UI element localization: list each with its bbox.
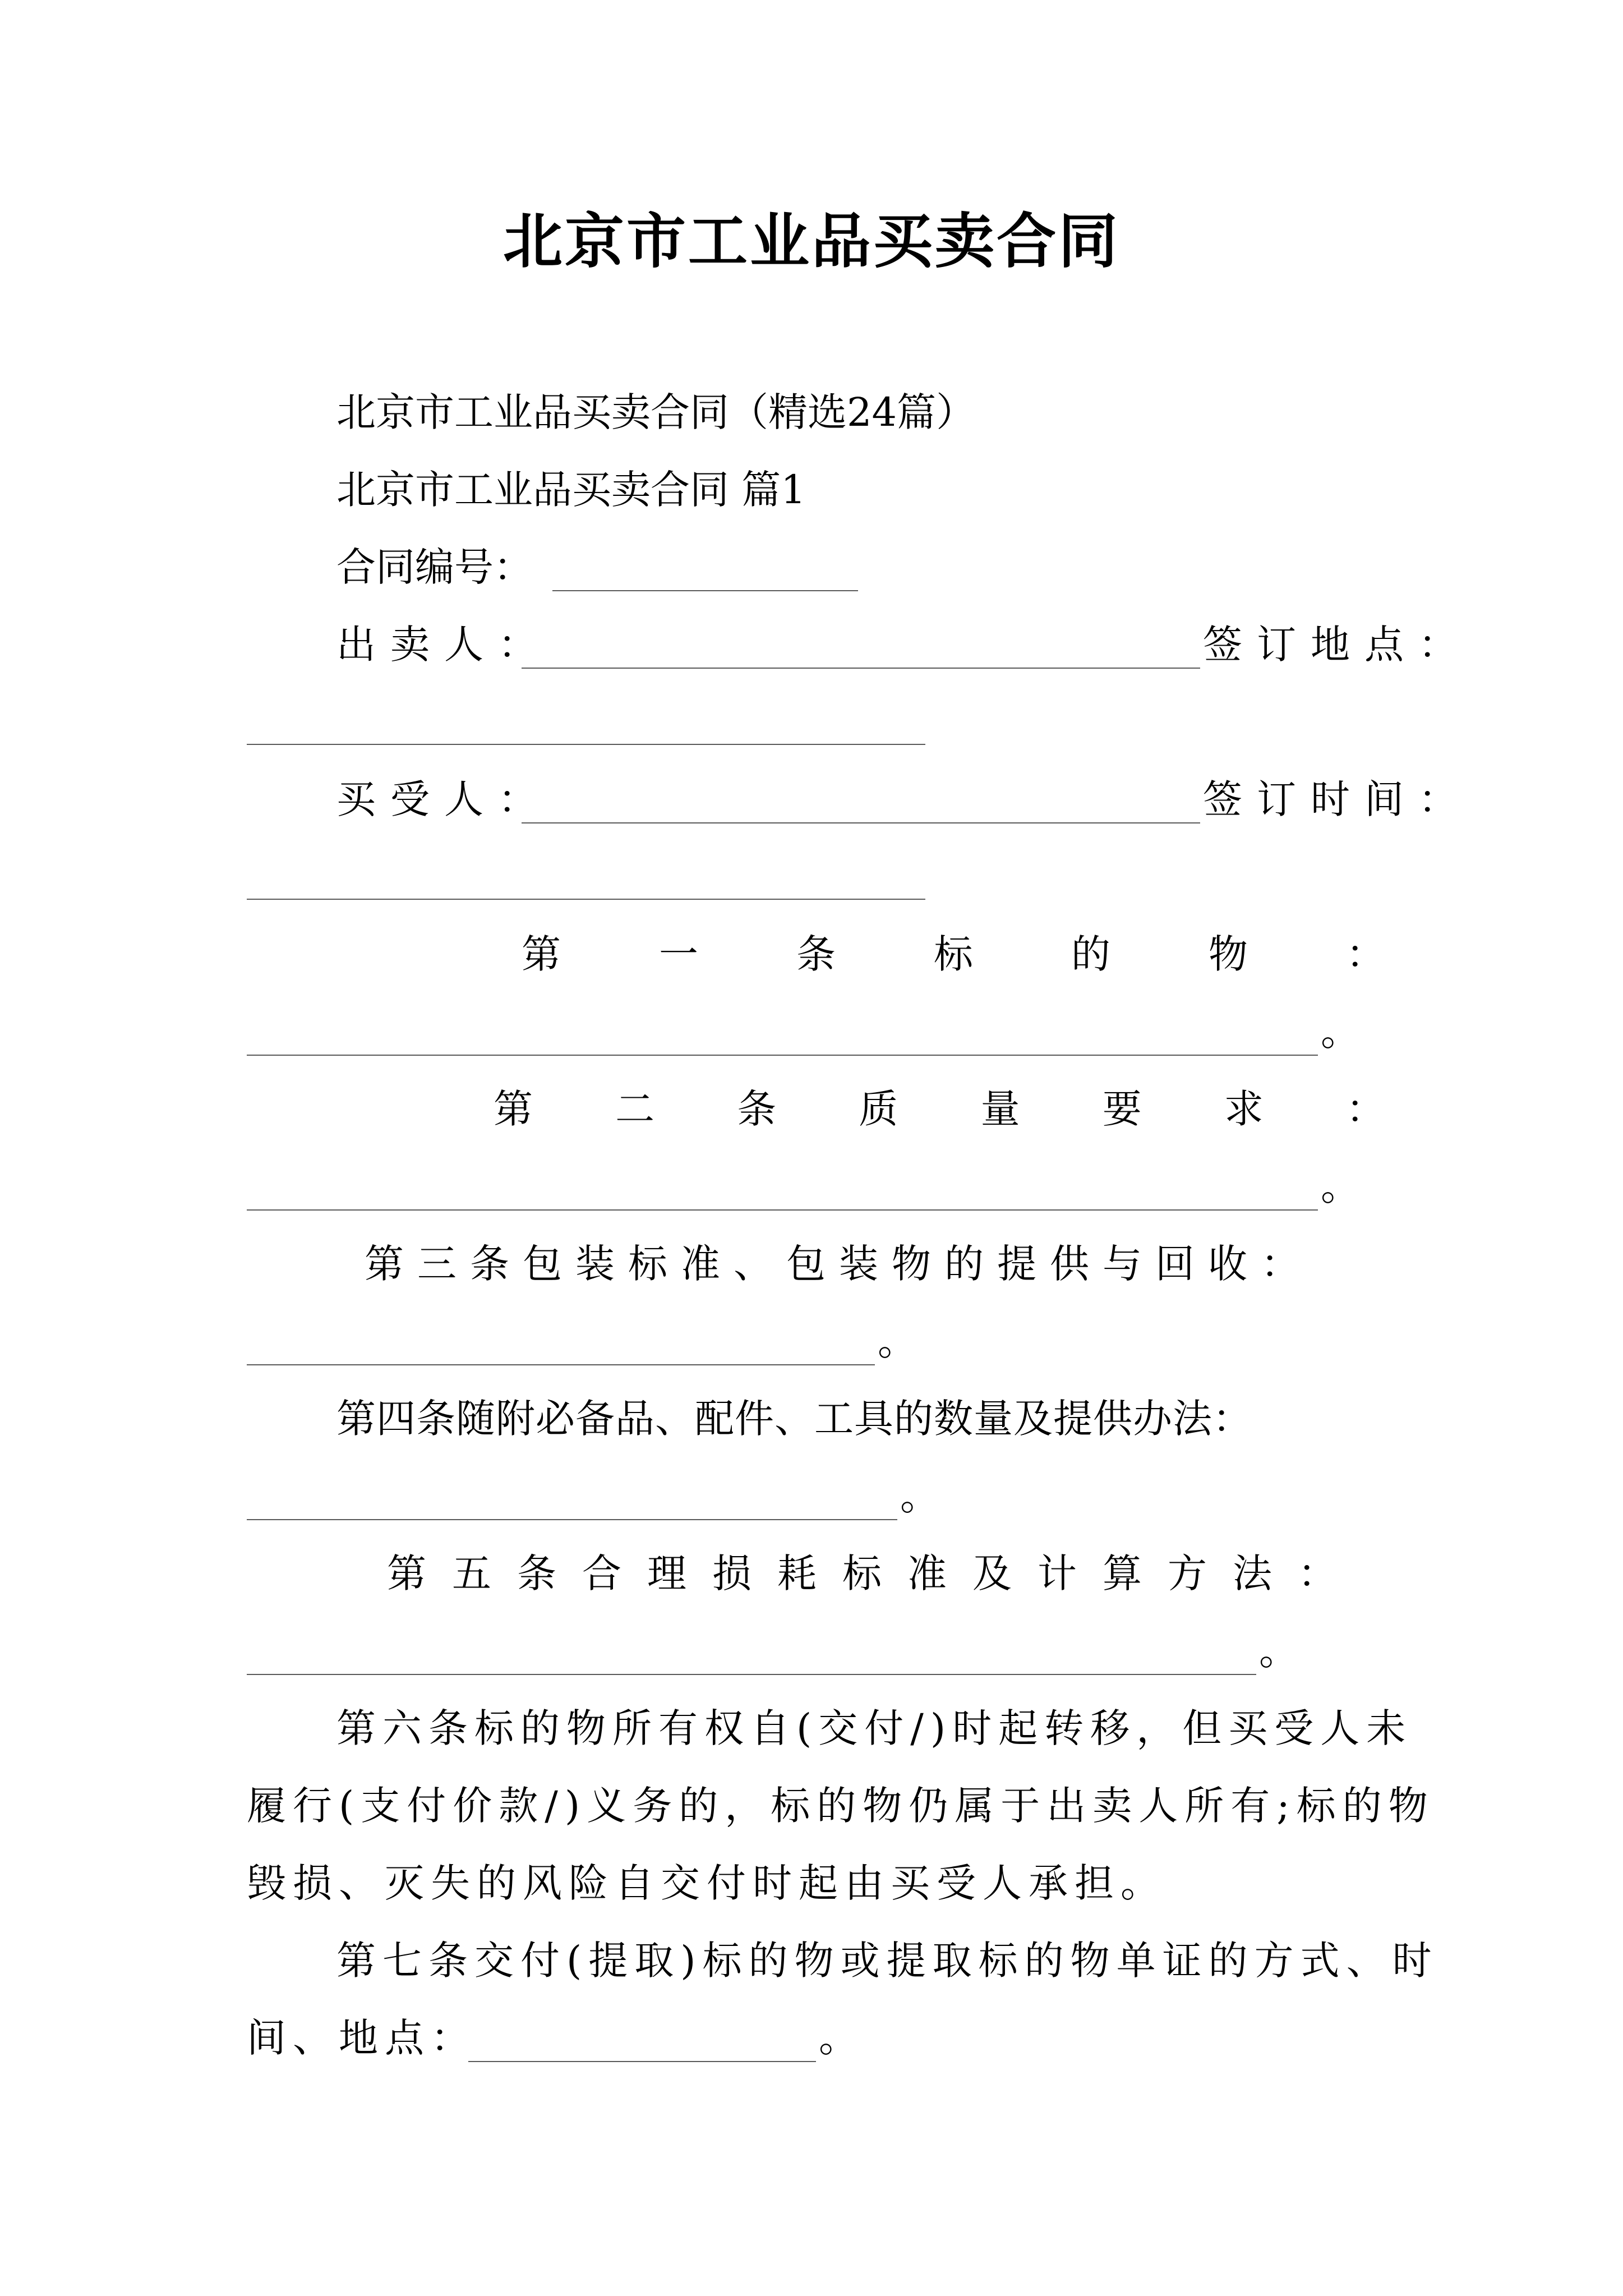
document-title: 北京市工业品买卖合同 xyxy=(503,206,1120,276)
article-2-char: 求 xyxy=(1224,1086,1264,1132)
buyer-label: 买受人： xyxy=(336,776,552,822)
article-1-char: 标 xyxy=(934,931,973,977)
article-5-heading: 第五条合理损耗标准及计算方法： xyxy=(387,1550,1363,1596)
article-1-char: 条 xyxy=(796,931,836,977)
article-3-period: 。 xyxy=(878,1318,917,1364)
article-2-char: 二 xyxy=(615,1086,655,1132)
article-5-blank[interactable] xyxy=(247,1674,1256,1675)
article-4-blank[interactable] xyxy=(247,1519,897,1520)
article-2-heading xyxy=(494,1084,1385,1134)
article-2-char: ： xyxy=(1345,1086,1385,1132)
article-1-char: 的 xyxy=(1071,931,1110,977)
article-5-period: 。 xyxy=(1259,1628,1298,1674)
article-1-char: 一 xyxy=(659,931,698,977)
article-4-period: 。 xyxy=(900,1473,939,1519)
article-2-char: 第 xyxy=(494,1086,533,1132)
buyer-blank[interactable] xyxy=(522,822,1200,823)
article-1-blank[interactable] xyxy=(247,1055,1318,1056)
section-heading: 北京市工业品买卖合同 篇1 xyxy=(336,467,806,513)
article-1-char: 物 xyxy=(1209,931,1248,977)
sign-place-label: 签订地点： xyxy=(1203,622,1472,668)
sign-time-label: 签订时间： xyxy=(1203,776,1472,822)
seller-blank[interactable] xyxy=(522,668,1200,669)
article-2-char: 量 xyxy=(980,1086,1020,1132)
contract-number-label: 合同编号： xyxy=(336,544,533,590)
sign-place-blank[interactable] xyxy=(247,744,925,745)
article-1-heading xyxy=(522,929,1385,979)
article-7-line-2: 间、地点： xyxy=(247,2015,477,2061)
article-2-period: 。 xyxy=(1321,1163,1360,1209)
contract-number-blank[interactable] xyxy=(552,590,858,591)
article-6-line-1: 第六条标的物所有权自(交付/)时起转移，但买受人未 xyxy=(336,1705,1413,1751)
article-2-char: 质 xyxy=(859,1086,898,1132)
article-2-char: 条 xyxy=(737,1086,777,1132)
sign-time-blank[interactable] xyxy=(247,899,925,900)
article-2-blank[interactable] xyxy=(247,1209,1318,1211)
article-3-heading: 第三条包装标准、包装物的提供与回收： xyxy=(365,1241,1313,1287)
article-7-line-1: 第七条交付(提取)标的物或提取标的物单证的方式、时 xyxy=(336,1938,1438,1984)
article-6-line-2: 履行(支付价款/)义务的，标的物仍属于出卖人所有;标的物 xyxy=(247,1783,1435,1829)
article-7-period: 。 xyxy=(819,2015,858,2061)
article-2-char: 要 xyxy=(1102,1086,1142,1132)
article-1-period: 。 xyxy=(1321,1009,1360,1055)
document-subtitle: 北京市工业品买卖合同（精选24篇） xyxy=(336,389,976,435)
article-1-char: ： xyxy=(1346,931,1385,977)
article-6-line-3: 毁损、灭失的风险自交付时起由买受人承担。 xyxy=(247,1860,1166,1906)
seller-label: 出卖人： xyxy=(336,622,552,668)
article-7-blank[interactable] xyxy=(468,2061,816,2062)
article-3-blank[interactable] xyxy=(247,1364,875,1365)
article-1-char: 第 xyxy=(522,931,561,977)
article-4-heading: 第四条随附必备品、配件、工具的数量及提供办法： xyxy=(336,1396,1252,1442)
